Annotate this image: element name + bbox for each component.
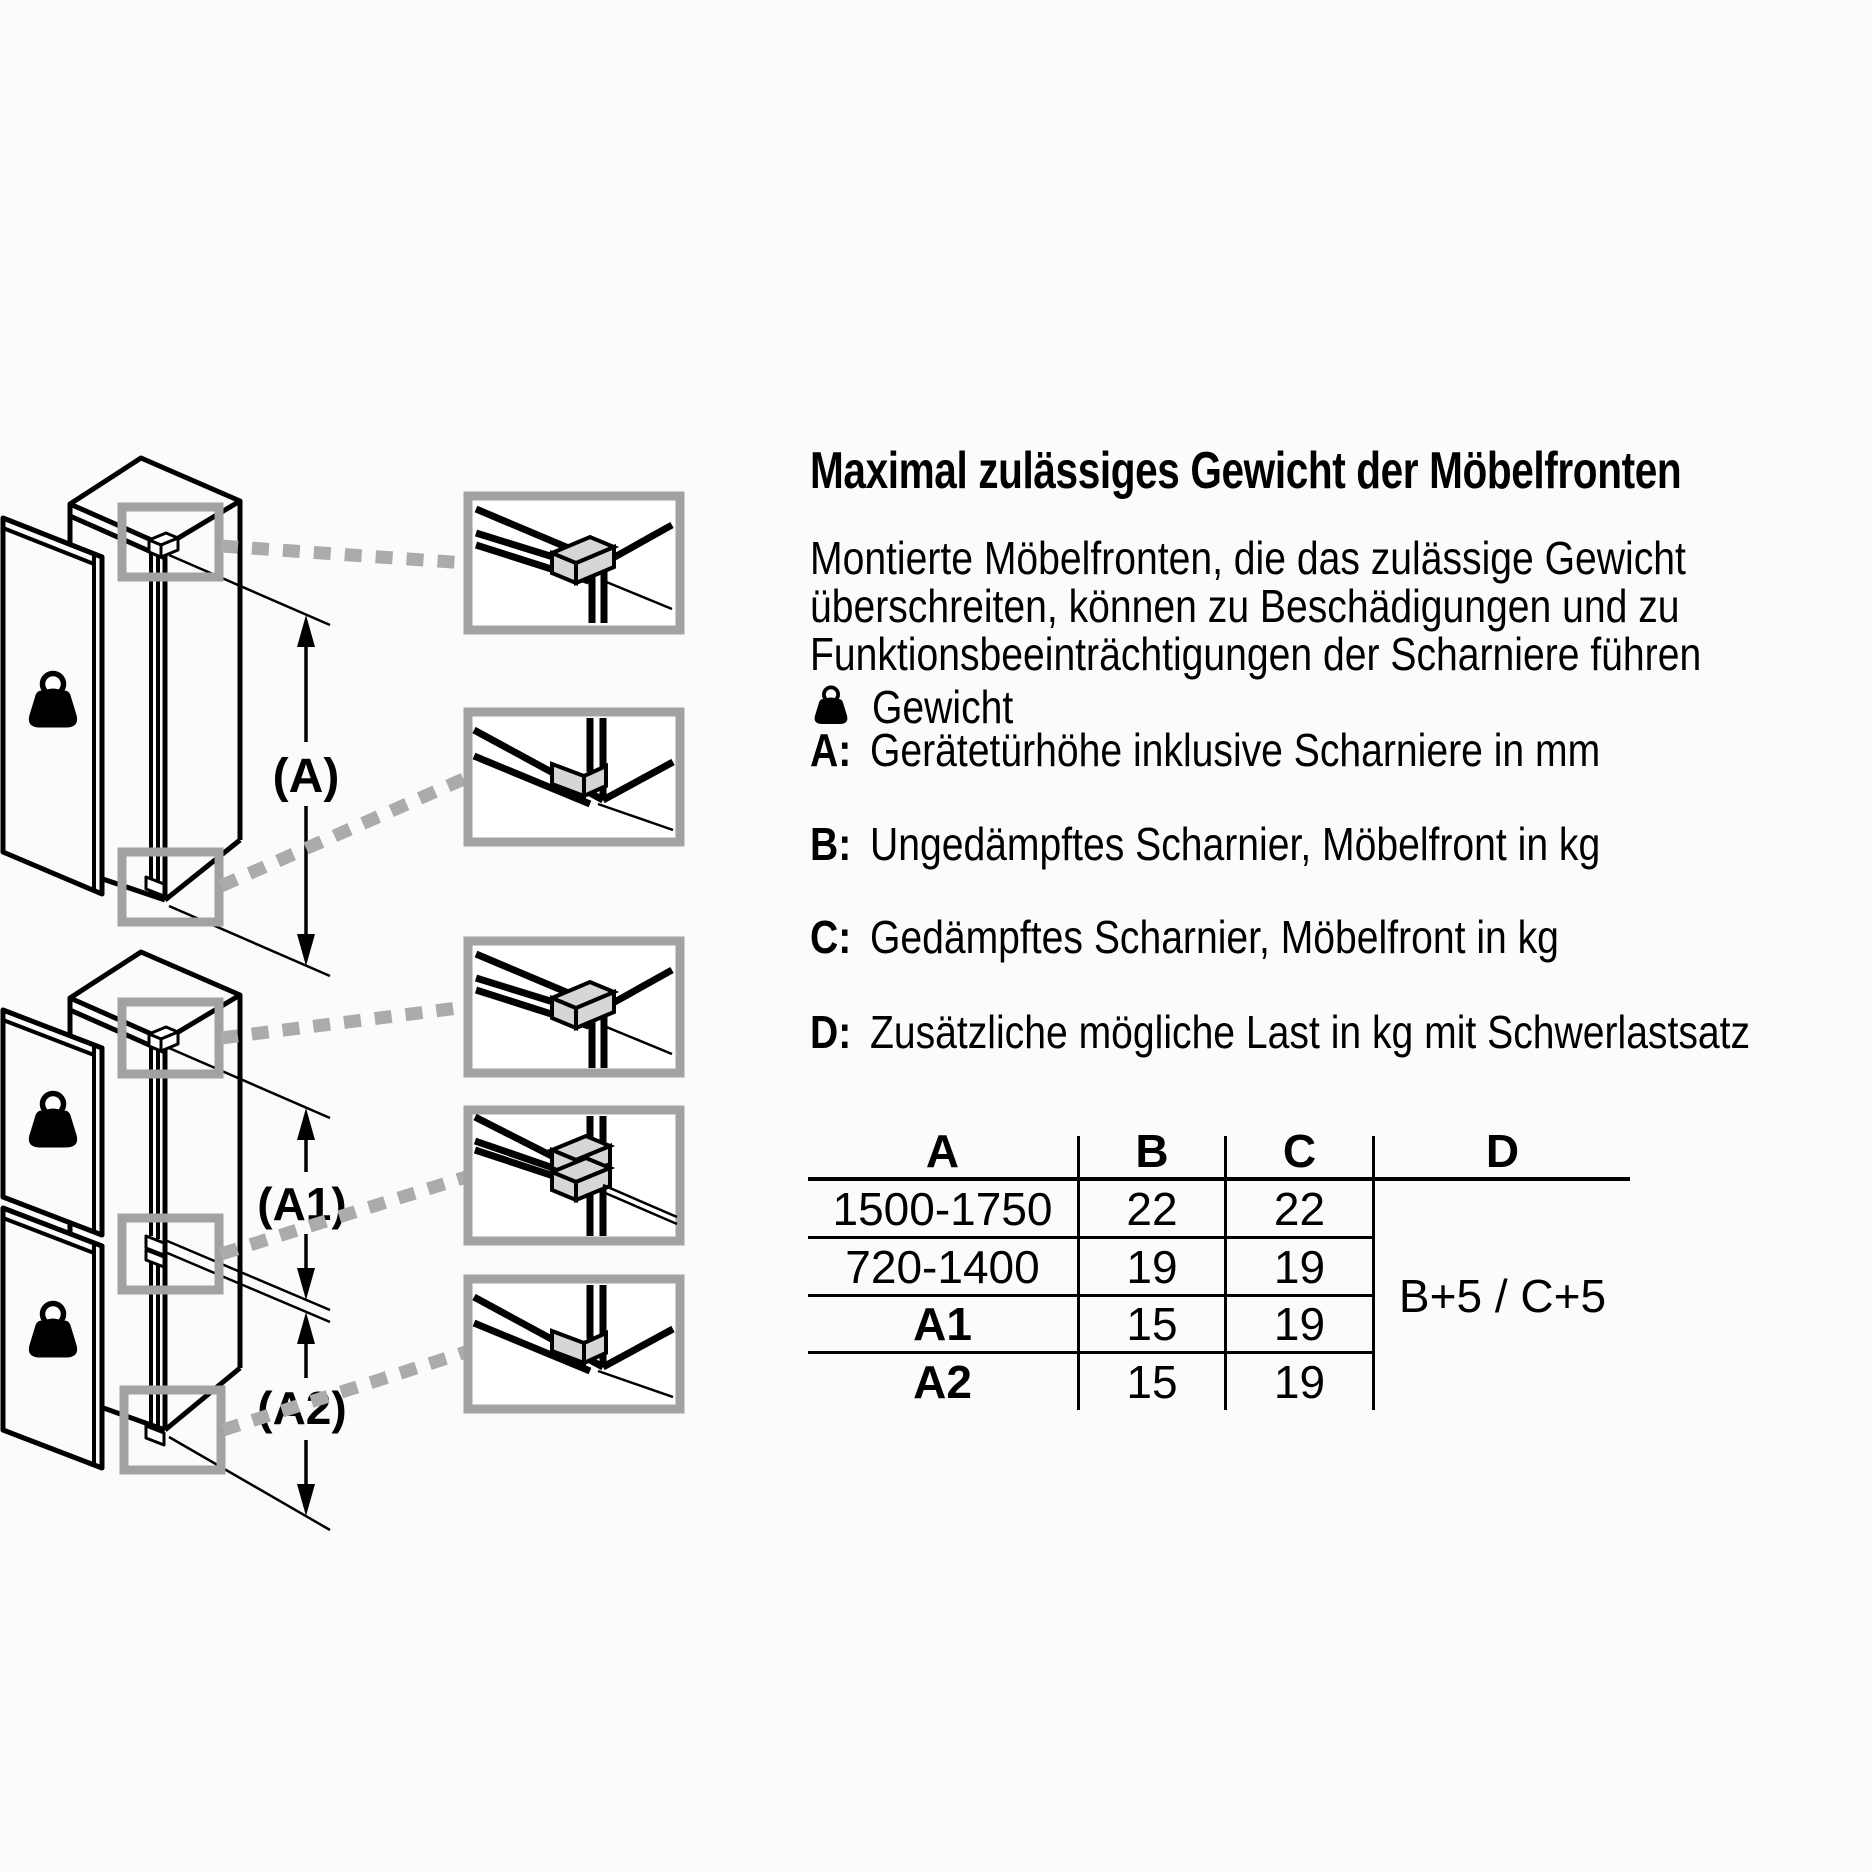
legend-item-d: D: Zusätzliche mögliche Last in kg mit Schwerlastsatz bbox=[810, 1006, 1751, 1058]
table-cell: 22 bbox=[1126, 1182, 1178, 1235]
legend-item-b: B: Ungedämpftes Scharnier, Möbelfront in kg bbox=[810, 818, 1601, 870]
intro-line: Funktionsbeeinträchtigungen der Scharniere führen bbox=[810, 628, 1702, 680]
installation-diagram bbox=[0, 430, 720, 1540]
dimension-label-a2: (A2) bbox=[257, 1382, 347, 1434]
page-title: Maximal zulässiges Gewicht der Möbelfronten bbox=[810, 442, 1682, 500]
table-cell-d-span: B+5 / C+5 bbox=[1398, 1269, 1607, 1322]
hinge-detail-boxes bbox=[468, 496, 680, 1409]
legend-item-a: A: Gerätetürhöhe inklusive Scharniere in mm bbox=[810, 724, 1601, 776]
legend-weight: Gewicht bbox=[872, 681, 1014, 733]
table-cell: 22 bbox=[1273, 1182, 1326, 1235]
table-cell: A1 bbox=[913, 1298, 972, 1350]
table-cell: 19 bbox=[1126, 1240, 1178, 1293]
table-cell: 15 bbox=[1126, 1298, 1178, 1350]
table-cell: 720-1400 bbox=[845, 1240, 1040, 1293]
callout-connectors-single bbox=[221, 546, 466, 886]
dimension-a bbox=[169, 555, 339, 976]
table-cell: 15 bbox=[1126, 1356, 1178, 1408]
intro-line: überschreiten, können zu Beschädigungen und zu bbox=[810, 580, 1680, 632]
table-header-d: D bbox=[1485, 1125, 1520, 1177]
dimension-label-a1: (A1) bbox=[257, 1178, 347, 1230]
table-header-b: B bbox=[1135, 1125, 1169, 1177]
table-cell: A2 bbox=[913, 1356, 972, 1408]
table-cell: 1500-1750 bbox=[832, 1182, 1053, 1235]
callout-frames-combi bbox=[122, 1002, 221, 1470]
legend-item-c: C: Gedämpftes Scharnier, Möbelfront in kg bbox=[810, 911, 1559, 963]
table-header-a: A bbox=[925, 1125, 960, 1177]
intro-paragraph bbox=[810, 534, 1858, 678]
table-cell: 19 bbox=[1273, 1356, 1326, 1408]
table-cell: 19 bbox=[1273, 1240, 1326, 1293]
dimension-label-a: (A) bbox=[272, 750, 340, 803]
intro-line: Montierte Möbelfronten, die das zulässige Gewicht bbox=[810, 532, 1686, 584]
table-header-c: C bbox=[1282, 1125, 1317, 1177]
table-cell: 19 bbox=[1273, 1298, 1326, 1350]
